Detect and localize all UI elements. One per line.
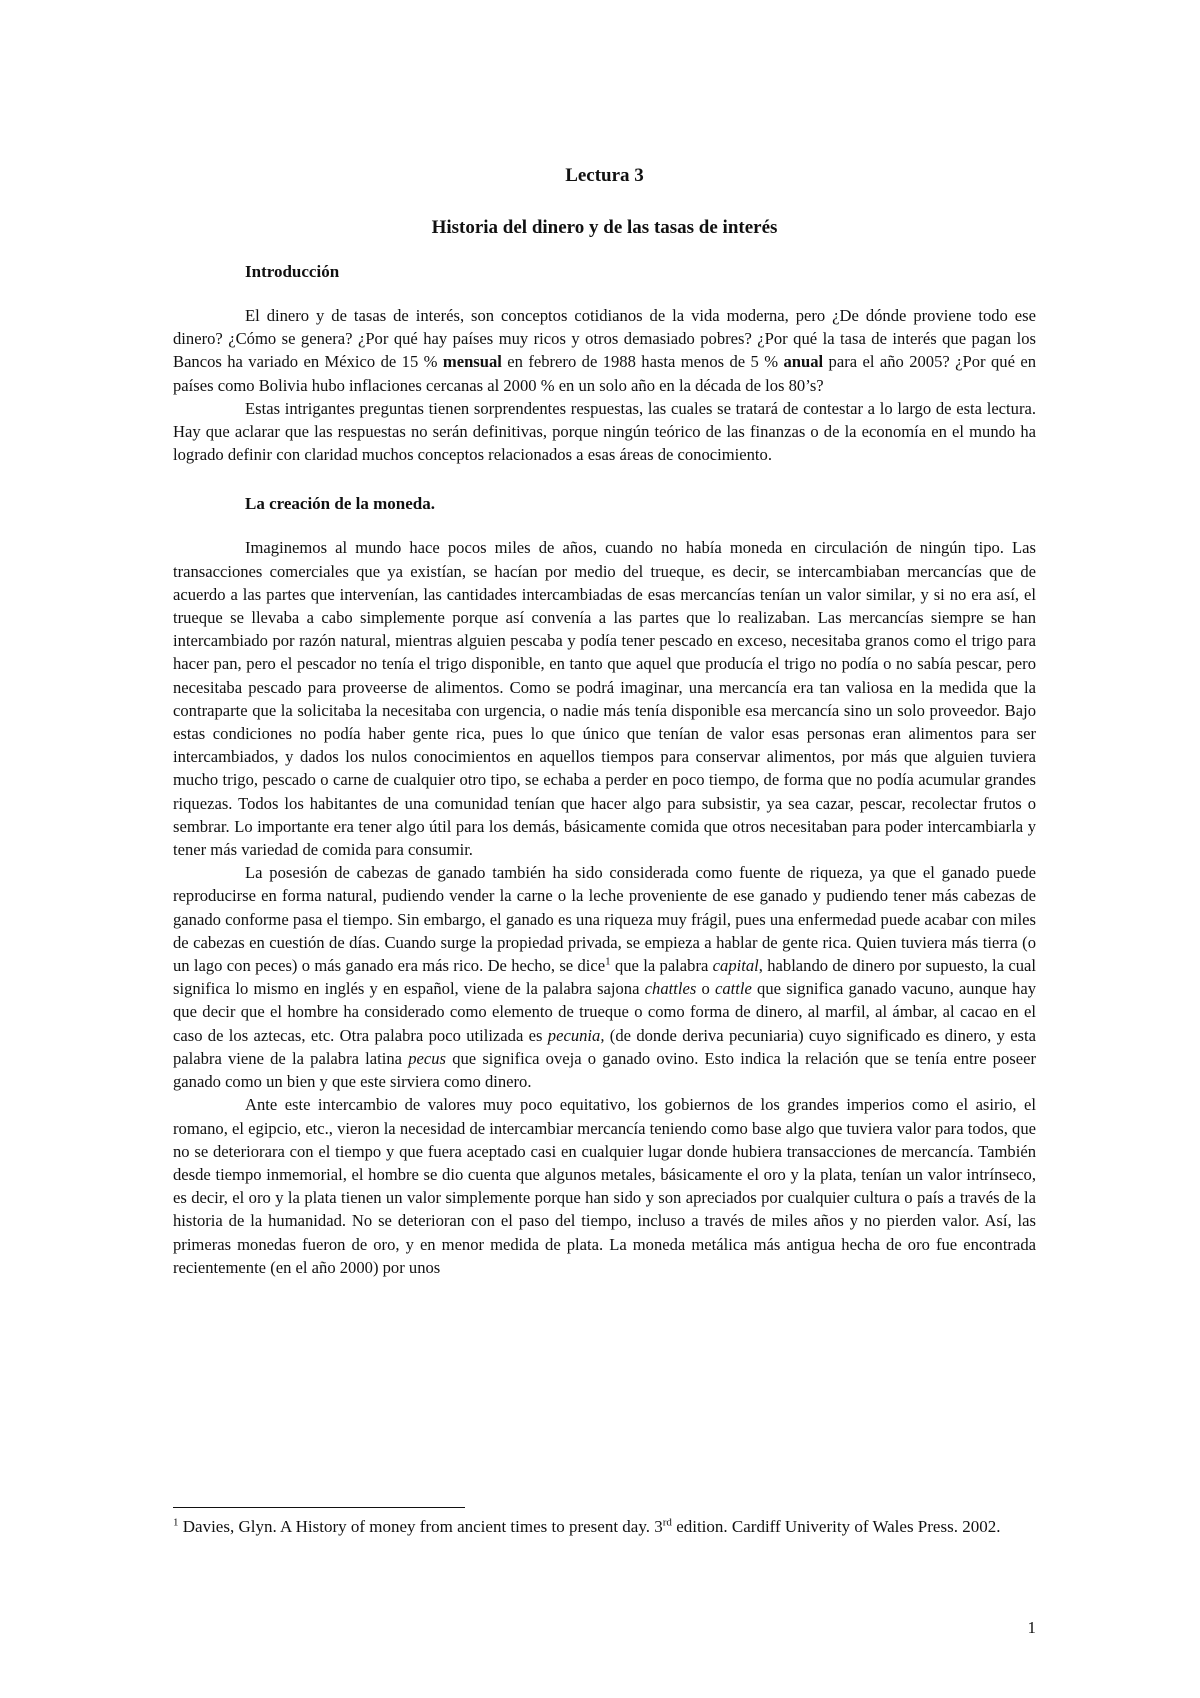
main-title: Historia del dinero y de las tasas de interés xyxy=(431,217,778,238)
footnote-divider xyxy=(173,1507,465,1508)
paragraph-creacion-2: La posesión de cabezas de ganado también ha sido considerada como fuente de riqueza, ya que el ganado puede reproducirse en forma natural, pudiendo vender la carne o la leche proveniente de ese ganado y pudiendo tener más cabezas de ganado conforme pasa el tiempo. Sin embargo, el ganado es una riqueza muy frágil, pues una enfermedad puede acabar con miles de cabezas en cuestión de días. Cuando surge la propiedad privada, se empieza a hablar de gente rica. Quien tuviera más tierra (o un lago con peces) o más ganado era más rico. De hecho, se dice$^1$ que la palabra capital, hablando de dinero por supuesto, la cual significa lo mismo en inglés y en español, viene de la palabra sajona chattles o cattle que significa ganado vacuno, aunque hay que decir que el hombre ha considerado como elemento de trueque o como forma de dinero, al marfil, al ámbar, al cacao en el caso de los aztecas, etc. Otra palabra poco utilizada es pecunia, (de donde deriva pecuniaria) cuyo significado es dinero, y esta palabra viene de la palabra latina pecus que significa oveja o ganado ovino. Esto indica la relación que se tenía entre poseer ganado como un bien y que este sirviera como dinero. xyxy=(173,863,1036,1092)
section-heading-introduccion: Introducción xyxy=(245,262,340,281)
footnote: $^1$ Davies, Glyn. A History of money from ancient times to present day. 3rd edition. Cardiff Univerity of Wales Press. 2002. xyxy=(173,1516,1001,1536)
bold-mensual: mensual xyxy=(442,352,502,372)
paragraph-intro-2: Estas intrigantes preguntas tienen sorprendentes respuestas, las cuales se tratará de contestar a lo largo de esta lectura. Hay que aclarar que las respuestas no serán definitivas, porque ningún teórico de las finanzas o de la economía en el mundo ha logrado definir con claridad muchos conceptos relacionados a esas áreas de conocimiento. xyxy=(173,398,1036,465)
bold-anual: anual xyxy=(783,352,824,372)
paragraph-creacion-3: Ante este intercambio de valores muy poco equitativo, los gobiernos de los grandes imperios como el asirio, el romano, el egipcio, etc., vieron la necesidad de intercambiar mercancía teniendo como base algo que tuviera valor para todos, que no se deteriorara con el tiempo y que fuera aceptado casi en cualquier lugar donde hubiera transacciones de mercancía. También desde tiempo inmemorial, el hombre se dio cuenta que algunos metales, básicamente el oro y la plata, tenían un valor intrínseco, es decir, el oro y la plata tienen un valor simplemente porque han sido y son apreciados por cualquier cultura o país a través de la historia de la humanidad. No se deterioran con el paso del tiempo, incluso a través de miles años y no pierden valor. Así, las primeras monedas fueron de oro, y en menor medida de plata. La moneda metálica más antigua hecha de oro fue encontrada recientemente (en el año 2000) por unos xyxy=(173,1095,1036,1277)
paragraph-creacion-1: Imaginemos al mundo hace pocos miles de años, cuando no había moneda en circulación de ningún tipo. Las transacciones comerciales que ya existían, se hacían por medio del trueque, es decir, se intercambiaban mercancías que de acuerdo a las partes que intervenían, las cantidades intercambiadas de esas mercancías tenían un valor similar, y si no era así, el trueque se llevaba a cabo simplemente porque así convenía a las partes que lo realizaban. Las mercancías siempre se han intercambiado por razón natural, mientras alguien pescaba y podía tener pescado en exceso, necesitaba granos como el trigo para hacer pan, pero el pescador no tenía el trigo disponible, en tanto que aquel que producía el trigo no podía o no sabía pescar, pero necesitaba pescado para proveerse de alimentos. Como se podrá imaginar, una mercancía era tan valiosa en la medida que la contraparte que la solicitaba la necesitaba con urgencia, o nadie más tenía disponible esa mercancía sino un solo proveedor. Bajo estas condiciones no podía haber gente rica, pues lo que único que tenían de valor esas personas eran alimentos para ser intercambiados, y dados los nulos conocimientos en aquellos tiempos para conservar alimentos, por más que alguien tuviera mucho trigo, pescado o carne de cualquier otro tipo, se echaba a perder en poco tiempo, de forma que no podía acumular grandes riquezas. Todos los habitantes de una comunidad tenían que hacer algo para subsistir, ya sea cazar, pescar, recolectar frutos o sembrar. Lo importante era tener algo útil para los demás, básicamente comida que otros necesitaban para poder intercambiarla y tener más variedad de comida para consumir. xyxy=(173,538,1036,860)
page-number: 1 xyxy=(1027,1618,1036,1637)
paragraph-intro-1: El dinero y de tasas de interés, son conceptos cotidianos de la vida moderna, pero ¿De dónde proviene todo ese dinero? ¿Cómo se genera? ¿Por qué hay países muy ricos y otros demasiado pobres? ¿Por qué la tasa de interés que pagan los Bancos ha variado en México de 15 % mensual en febrero de 1988 hasta menos de 5 % anual para el año 2005? ¿Por qué en países como Bolivia hubo inflaciones cercanas al 2000 % en un solo año en la década de los 80’s? xyxy=(173,306,1036,395)
footnote-marker: 1 xyxy=(173,1516,179,1529)
section-heading-creacion-moneda: La creación de la moneda. xyxy=(245,494,435,514)
footnote-reference[interactable]: 1 xyxy=(605,955,611,968)
document-page xyxy=(173,164,1036,1279)
lecture-title: Lectura 3 xyxy=(565,165,644,186)
